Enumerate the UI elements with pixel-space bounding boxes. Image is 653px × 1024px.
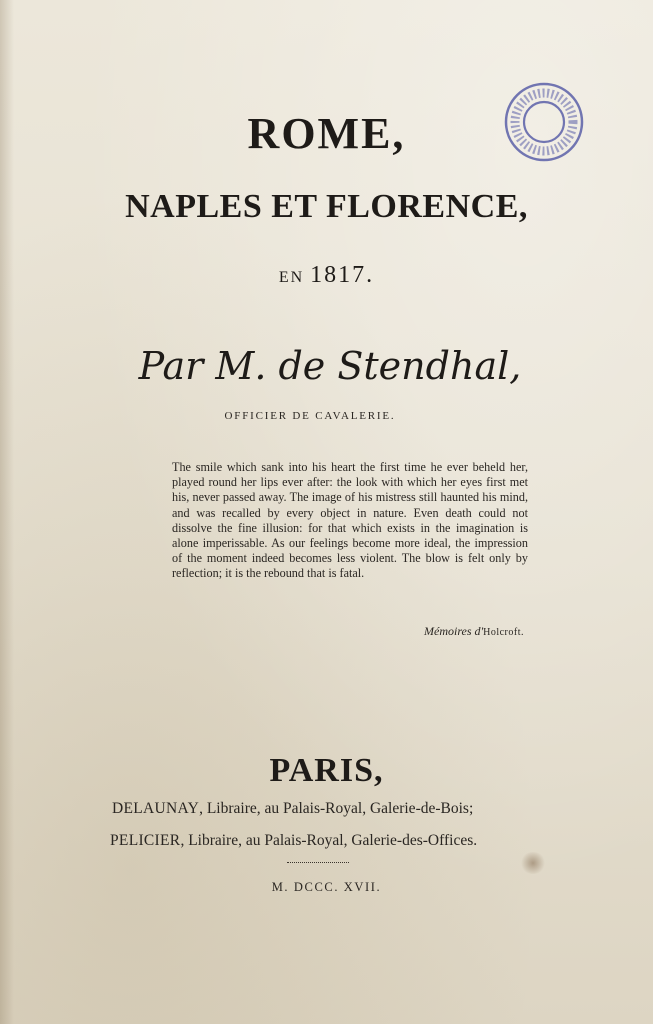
publisher-line [112, 800, 542, 818]
publisher-line [110, 832, 540, 850]
title-year [0, 262, 653, 289]
imprint-city: PARIS, [269, 752, 384, 789]
ink-smudge [520, 852, 546, 874]
title-line-naples-florence: NAPLES ET FLORENCE, [125, 188, 528, 225]
publisher-name: PELICIER [110, 832, 181, 849]
publisher-address: , Libraire, au Palais-Royal, Galerie-de-Bois; [199, 800, 474, 817]
publisher-address: , Libraire, au Palais-Royal, Galerie-des-Offices. [180, 832, 478, 849]
author-name: Par M. de Stendhal, [138, 344, 522, 388]
author-rank: OFFICIER DE CAVALERIE. [224, 410, 396, 422]
imprint-date: M. DCCC. XVII. [271, 880, 382, 894]
title-line-rome: ROME, [247, 109, 406, 158]
title-year-prefix: EN [278, 269, 305, 286]
ornamental-rule [287, 862, 349, 863]
title-year-number: 1817. [310, 262, 375, 288]
epigraph-text: The smile which sank into his heart the first time he ever beheld her, played round her lips ever after: the look with which her eyes first met his, never passed away. The image of his mistress still haunted his mind, and was recalled by every object in nature. Even death could not dissolve the fine illusion: for that which exists in the imagination is alone imperissable. As our feelings become more ideal, the impression of the moment indeed becomes less violent. The blow is felt only by reflection; it is the rebound that is fatal. [172, 460, 528, 581]
epigraph-attribution [300, 624, 524, 639]
epigraph-source-author: Holcroft. [483, 627, 524, 638]
publisher-name: DELAUNAY [112, 800, 200, 817]
epigraph-source-title: Mémoires d' [424, 624, 484, 638]
